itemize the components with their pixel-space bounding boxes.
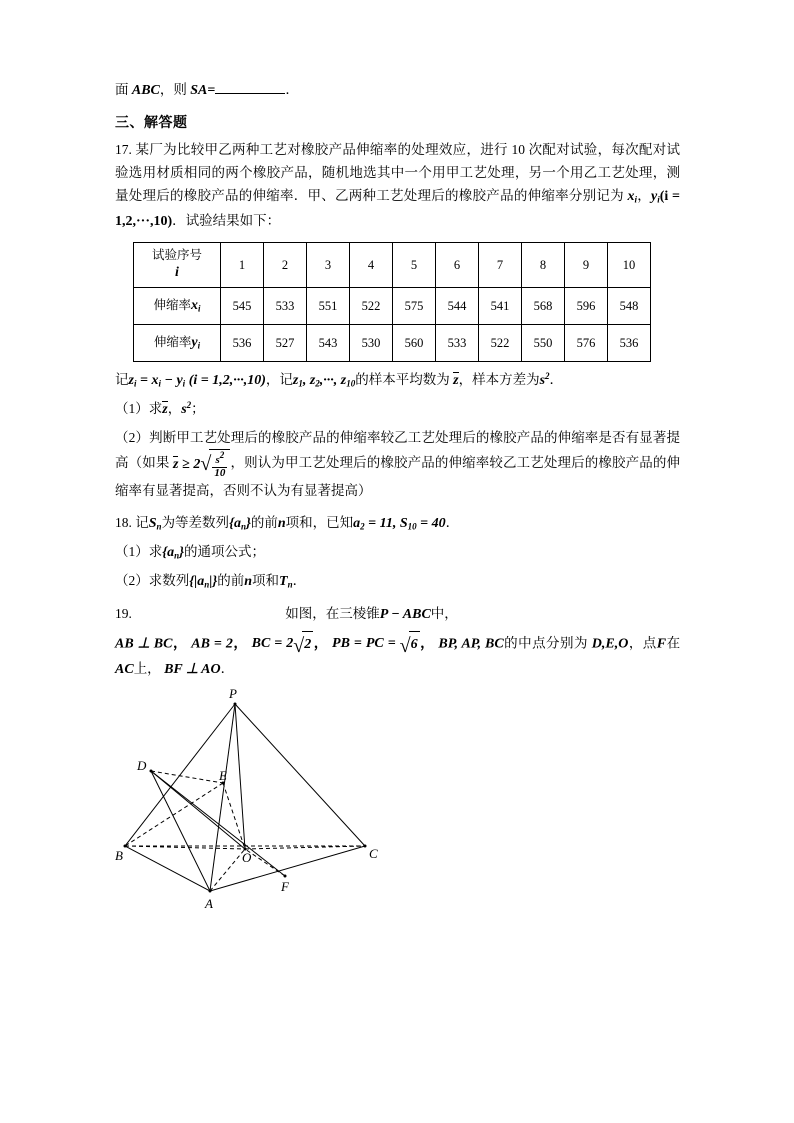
- section-heading: 三、解答题: [115, 115, 188, 131]
- question-17-part-2: [115, 426, 680, 502]
- figure-label-B: B: [115, 848, 123, 864]
- table-cell: 522: [479, 325, 522, 362]
- given-conditions: a2 = 11, S10 = 40: [353, 515, 446, 531]
- table-header-index: 试验序号 i: [134, 243, 221, 288]
- table-col-9: 9: [565, 243, 608, 288]
- symbol-z-bar: z: [453, 373, 459, 389]
- q18-p2-end: ．: [292, 572, 307, 588]
- table-cell: 560: [393, 325, 436, 362]
- symbol-tn: $T_n$: [279, 573, 293, 590]
- condition-pb-pc: PB = PC = √ 6: [332, 636, 420, 651]
- q18-pre: 记: [135, 514, 149, 530]
- tetrahedron-figure: [115, 686, 680, 921]
- table-col-4: 4: [350, 243, 393, 288]
- table-cell: 536: [608, 325, 651, 362]
- comma-1: ，: [637, 188, 652, 204]
- top-fragment-period: ．: [285, 82, 299, 97]
- formula-threshold: z ≥ 2 √ $\frac{s^2}{10}$: [173, 457, 230, 472]
- table-col-10: 10: [608, 243, 651, 288]
- condition-ab-2: AB = 2: [191, 636, 233, 652]
- q19-lead-end: 中，: [430, 605, 458, 621]
- table-header-y: 伸缩率$y_i$: [134, 325, 221, 362]
- symbol-n-2: n: [244, 573, 252, 589]
- q19-cond9-tail: ．: [220, 661, 235, 677]
- table-cell: 533: [436, 325, 479, 362]
- condition-bc: BC = 2 √ 2: [252, 636, 314, 651]
- segment-ac: AC: [115, 662, 134, 678]
- table-cell: 533: [264, 288, 307, 325]
- symbol-yi: $y_i$: [651, 189, 660, 205]
- q19-lead: 如图，在三棱锥: [285, 605, 380, 621]
- formula-z-def: $z_i = x_i - y_i$ (i = 1,2,···,10): [128, 373, 266, 389]
- q19-cond6-tail: ，点: [628, 635, 657, 651]
- table-cell: 530: [350, 325, 393, 362]
- figure-label-E: E: [219, 768, 227, 784]
- figure-label-A: A: [205, 896, 213, 912]
- question-18-number: 18.: [115, 514, 132, 530]
- symbol-s-squared: $s^2$: [539, 371, 550, 389]
- top-fragment-line: [115, 80, 680, 102]
- part1-label: （1）求: [115, 401, 163, 417]
- table-col-7: 7: [479, 243, 522, 288]
- table-row: [134, 325, 651, 362]
- symbol-an-set-2: $\{a_n\}$: [162, 544, 185, 560]
- symbol-p-abc: P − ABC: [379, 606, 431, 622]
- q18-mid3: 项和，已知: [285, 514, 354, 530]
- question-17-part-1: [115, 397, 680, 422]
- condition-bf-perp-ao: BF ⊥ AO: [164, 662, 221, 678]
- question-17-tail: ．试验结果如下：: [172, 213, 281, 229]
- part1-end: ；: [191, 401, 205, 417]
- after-table-post2: ，样本方差为: [458, 372, 540, 388]
- condition-midpoints-src: BP, AP, BC: [438, 636, 504, 652]
- table-col-5: 5: [393, 243, 436, 288]
- equals-sign: =: [207, 83, 216, 98]
- q18-mid2: 的前: [250, 514, 278, 530]
- table-cell: 522: [350, 288, 393, 325]
- q18-end: ．: [445, 514, 460, 530]
- condition-ab-perp-bc: AB ⊥ BC: [115, 636, 173, 652]
- table-col-6: 6: [436, 243, 479, 288]
- q19-cond8-tail: 上，: [133, 661, 161, 677]
- symbol-xi: $x_i$: [627, 189, 637, 205]
- q19-cond5-tail: 的中点分别为: [503, 635, 588, 651]
- top-fragment-prefix: 面: [115, 82, 129, 97]
- after-table-post: 的样本平均数为: [355, 372, 450, 388]
- table-col-1: 1: [221, 243, 264, 288]
- q18-mid: 为等差数列: [161, 514, 230, 530]
- sequence-z: z1, z2,···, z10: [292, 373, 356, 389]
- table-cell: 527: [264, 325, 307, 362]
- table-row: [134, 288, 651, 325]
- question-19-conditions: AB ⊥ BC， AB = 2， BC = 2 √ 2 ， PB = PC = √ 6 ， BP, AP, BC的中点分别为 D,E,O，点F在AC上， BF ⊥ AO．: [115, 631, 680, 682]
- question-17-number: 17.: [115, 141, 132, 157]
- table-cell: 536: [221, 325, 264, 362]
- point-f: F: [656, 636, 667, 652]
- part1-comma: ，: [167, 401, 182, 417]
- table-col-2: 2: [264, 243, 307, 288]
- symbol-z-bar-2: z: [162, 402, 168, 418]
- page-content: [115, 80, 680, 921]
- table-cell: 545: [221, 288, 264, 325]
- symbol-an-set: $\{a_n\}$: [229, 515, 251, 531]
- symbol-abc: ABC: [131, 83, 160, 98]
- table-cell: 576: [565, 325, 608, 362]
- experiment-data-table: [133, 242, 651, 362]
- table-row-header: [134, 243, 651, 288]
- part2-tail: ，则认为甲工艺处理后的橡胶产品的伸缩率较乙工艺处理后的橡胶产品的伸缩率有显著提高，否则不认为有显著提高）: [115, 455, 681, 499]
- table-cell: 544: [436, 288, 479, 325]
- q18-p1-post: 的通项公式；: [184, 543, 266, 559]
- q18-p2-mid2: 项和: [252, 572, 279, 588]
- symbol-s-squared-2: $s^2$: [181, 400, 192, 418]
- table-col-3: 3: [307, 243, 350, 288]
- figure-label-F: F: [281, 879, 289, 895]
- symbol-abs-an-set: $\{|a_n|\}$: [189, 573, 218, 590]
- question-19-number: 19.: [115, 605, 132, 621]
- table-cell: 575: [393, 288, 436, 325]
- table-cell: 541: [479, 288, 522, 325]
- part2-text: （2）判断甲工艺处理后的橡胶产品的伸缩率较乙工艺处理后的橡胶产品的伸缩率是否有显著提高（如果: [115, 430, 680, 471]
- question-17-after-table: [115, 368, 680, 393]
- q19-cond7-tail: 在: [666, 635, 681, 651]
- q18-p2-mid: 的前: [217, 572, 245, 588]
- notation-range: (i = 1,2,···,10): [115, 189, 681, 230]
- table-cell: 551: [307, 288, 350, 325]
- question-17-text: 某厂为比较甲乙两种工艺对橡胶产品伸缩率的处理效应，进行 10 次配对试验，每次配对试验选用材质相同的两个橡胶产品，随机地选其中一个用甲工艺处理，另一个用乙工艺处理，测量处理后的橡胶产品的伸缩率．甲、乙两种工艺处理后的橡胶产品的伸缩率分别记为: [115, 141, 681, 204]
- table-cell: 550: [522, 325, 565, 362]
- after-table-end: ．: [549, 372, 564, 388]
- table-cell: 548: [608, 288, 651, 325]
- condition-midpoints-dst: D,E,O: [591, 636, 629, 652]
- symbol-n: n: [277, 515, 286, 531]
- figure-label-O: O: [242, 850, 252, 866]
- answer-blank: [215, 81, 285, 94]
- after-table-pre: 记: [115, 372, 129, 388]
- symbol-sn: $S_n$: [148, 515, 162, 531]
- question-18-part-1: [115, 540, 680, 565]
- table-cell: 568: [522, 288, 565, 325]
- table-header-x: 伸缩率$x_i$: [134, 288, 221, 325]
- question-18-part-2: [115, 569, 680, 594]
- table-col-8: 8: [522, 243, 565, 288]
- question-19: [115, 602, 680, 627]
- question-17: [115, 138, 680, 235]
- table-cell: 543: [307, 325, 350, 362]
- table-cell: 596: [565, 288, 608, 325]
- q18-p2-pre: （2）求数列: [115, 572, 190, 588]
- symbol-sa: SA: [190, 83, 208, 98]
- top-fragment-mid: ，则: [159, 82, 187, 97]
- question-18: [115, 511, 680, 536]
- figure-label-P: P: [229, 686, 237, 702]
- figure-label-D: D: [137, 758, 147, 774]
- figure-label-C: C: [369, 846, 378, 862]
- q18-p1-pre: （1）求: [115, 543, 163, 559]
- after-table-mid: ，记: [265, 372, 293, 388]
- figure-svg: [115, 686, 680, 921]
